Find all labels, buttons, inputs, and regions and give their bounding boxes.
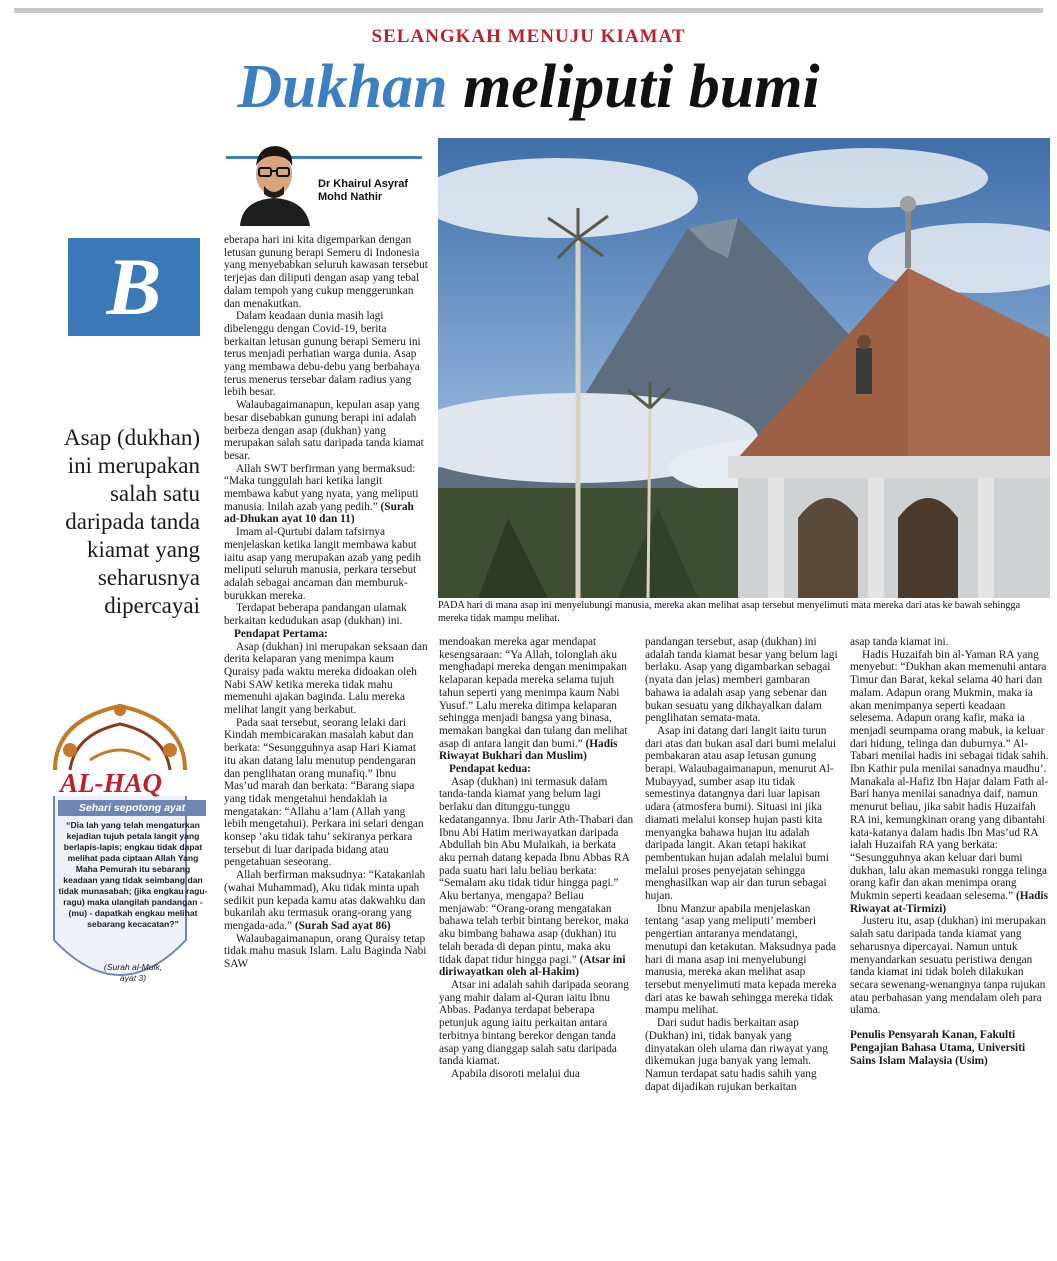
paragraph bbox=[439, 636, 635, 763]
photo-caption: PADA hari di mana asap ini menyelubungi manusia, mereka akan melihat asap tersebut menyelimuti mata mereka dari atas ke bawah sehingga mereka tidak mampu melihat. bbox=[438, 600, 1021, 624]
quote-reference: (Hadis Riwayat at-Tirmizi) bbox=[850, 890, 1048, 915]
author-byline bbox=[226, 138, 422, 226]
al-haq-reference-line2: ayat 3) bbox=[119, 973, 147, 983]
pull-quote: Asap (dukhan) ini merupakan salah satu daripada tanda kiamat yang seharusnya dipercayai bbox=[63, 425, 200, 618]
article-column-2 bbox=[439, 636, 635, 1246]
quote-text: Asap (dukhan) ini termasuk dalam tanda-tanda kiamat yang belum lagi berlaku dan ditunggu-tunggu kedatangannya. Ibnu Jarir Ath-Thabari dan Ibnu Abi Hatim meriwayatkan daripada Abdullah bin Abu Mulaikah, ia berkata aku pernah datang kepada Ibnu Abbas RA pada suatu hari lalu beliau berkata: “Semalam aku tidak tidur hingga pagi.” Aku bertanya, mengapa? Beliau menjawab: “Orang-orang mengatakan bahawa telah terbit bintang berekor, maka aku bimbang bahawa asap (dukhan) itu telah berada di depan pintu, maka aku tidak dapat tidur hingga pagi.” bbox=[439, 775, 634, 966]
al-haq-reference bbox=[58, 962, 208, 984]
al-haq-tagline: Sehari sepotong ayat bbox=[58, 800, 206, 816]
paragraph: eberapa hari ini kita digemparkan dengan letusan gunung berapi Semeru di Indonesia yang menyebabkan seluruh kawasan tersebut terjejas dan diliputi dengan asap yang tebal dalam tempoh yang cukup menggerunkan dan menakutkan. bbox=[224, 234, 428, 310]
al-haq-brand: AL-HAQ bbox=[60, 768, 163, 798]
subheading-pendapat-pertama: Pendapat Pertama: bbox=[234, 627, 328, 640]
author-name-line2: Mohd Nathir bbox=[318, 191, 383, 203]
paragraph: Asap (dukhan) ini merupakan seksaan dan derita kelaparan yang menimpa kaum Quraisy pada waktu mereka didoakan oleh Nabi SAW ketika mereka tidak mahu memenuhi ajakan baginda. Lalu mereka melihat langit yang berkabut. bbox=[224, 640, 428, 717]
headline bbox=[0, 52, 1057, 122]
paragraph bbox=[439, 776, 635, 979]
author-name-line1: Dr Khairul Asyraf bbox=[318, 178, 409, 190]
paragraph: Walaubagaimanapun, orang Quraisy tetap tidak mahu masuk Islam. Lalu Baginda Nabi SAW bbox=[224, 932, 427, 971]
paragraph: Ibnu Manzur apabila menjelaskan tentang ‘asap yang meliputi’ memberi pengertian antaranya mendatangi, menutupi dan ketakutan. Maksudnya pada hari di mana asap ini menyelubungi manusia, mereka akan melihat asap tersebut menyelimuti mata kepada mereka dari atas ke bawah sehingga mereka tidak mampu melihat. bbox=[645, 902, 837, 1017]
author-name bbox=[318, 178, 428, 204]
al-haq-verse-box bbox=[30, 700, 210, 1005]
section-kicker: SELANGKAH MENUJU KIAMAT bbox=[371, 26, 686, 47]
paragraph bbox=[224, 869, 428, 933]
paragraph: Walaubagaimanapun, kepulan asap yang besar disebabkan gunung berapi ini adalah berbeza dengan asap (dukhan) yang merupakan salah satu daripada tanda kiamat besar. bbox=[224, 399, 424, 462]
quote-reference: (Surah Sad ayat 86) bbox=[294, 919, 391, 932]
author-bio: Penulis Pensyarah Kanan, Fakulti Pengajian Bahasa Utama, Universiti Sains Islam Malaysia (Usim) bbox=[850, 1029, 1026, 1067]
article-column-3 bbox=[645, 636, 841, 1246]
author-portrait-icon bbox=[234, 138, 320, 226]
paragraph: Dari sudut hadis berkaitan asap (Dukhan) ini, tidak banyak yang dinyatakan oleh ulama dan riwayat yang dikemukan juga banyak yang lemah. Namun terdapat satu hadis sahih yang dapat dijadikan rujukan berkaitan bbox=[645, 1017, 828, 1093]
quote-reference: (Atsar ini diriwayatkan oleh al-Hakim) bbox=[439, 953, 626, 979]
article-column-1 bbox=[224, 234, 428, 1246]
paragraph: Terdapat beberapa pandangan ulamak berkaitan kedudukan asap (dukhan) ini. bbox=[224, 602, 407, 628]
headline-word-dukhan: Dukhan bbox=[237, 53, 448, 121]
paragraph: Apabila disoroti melalui dua bbox=[451, 1067, 580, 1080]
quote-reference: (Surah ad-Dhukan ayat 10 dan 11) bbox=[224, 500, 414, 526]
paragraph: Pada saat tersebut, seorang lelaki dari Kindah membicarakan masalah kabut dan berkata: “Sesungguhnya asap Hari Kiamat itu akan datang lalu menutup pendengaran dan penglihatan orang munafiq.” Ibnu Mas’ud marah dan berkata: “Barang siapa yang tidak mengetahui hendaklah ia mengatakan: “Allahu a’lam (Allah yang lebih mengetahui). Perkara ini selari dengan konsep ‘aku tidak tahu’ sekiranya perkara tersebut di luar daripada bidang atau pengetahuan seseorang. bbox=[224, 716, 424, 869]
paragraph: Imam al-Qurtubi dalam tafsirnya menjelaskan ketika langit membawa kabut iaitu asap yang merupakan azab yang pedih meliputi seluruh manusia, perkara tersebut adalah sebagai ancaman dan memburuk-burukkan mereka. bbox=[224, 526, 421, 602]
al-haq-reference-line1: (Surah al-Mulk, bbox=[103, 962, 163, 972]
quote-reference: (Hadis Riwayat Bukhari dan Muslim) bbox=[439, 737, 618, 763]
paragraph: Asap ini datang dari langit iaitu turun dari atas dan bukan asal dari bumi melalui pembakaran atau asap letusan gunung berapi. Walaubagaimanapun, menurut Al-Mubayyad, sumber asap itu tidak semestinya datangnya dari luar lapisan udara (atmosfera bumi). Situasi ini jika diamati melalui konsep hujan pasti kita menyangka bahawa hujan itu adalah daripada langit. Akan tetapi hakikat pembentukan hujan adalah melalui bumi melalui proses penyejatan sehingga menghasilkan wap air dan turun sebagai hujan. bbox=[645, 724, 837, 903]
paragraph bbox=[850, 649, 1050, 916]
paragraph: Dalam keadaan dunia masih lagi dibelenggu dengan Covid-19, berita berkaitan letusan gunung berapi Semeru ini terus menjadi perhatian warga dunia. Asap yang membawa debu-debu yang berbahaya terus menerus tersebar dalam radius yang lebih besar. bbox=[224, 310, 421, 399]
top-rule bbox=[14, 8, 1043, 13]
drop-cap-letter: B bbox=[106, 241, 162, 332]
headline-rest: meliputi bumi bbox=[463, 53, 820, 121]
subheading-pendapat-kedua: Pendapat kedua: bbox=[449, 763, 531, 776]
quote-text: Hadis Huzaifah bin al-Yaman RA yang menyebut: “Dukhan akan memenuhi antara Timur dan Barat, kekal selama 40 hari dan malam. Adapun orang Mukmin, maka ia akan menimpanya seperti keadaan selesema. Adapun orang kafir, maka ia menjadi seumpama orang mabuk, ia keluar dari hidung, telinga dan duburnya.” Al-Tabari menilai hadis ini sebagai tidak sahih. Ibn Kathir pula menilai sanadnya maudhu’. Manakala al-Hafiz Ibn Hajar dalam Fath al-Bari hanya menilai sanadnya daif, namun menurut beliau, jika sabit hadis Huzaifah RA ini, kemungkinan orang yang dibantahi kata-katanya dalam hadis Ibn Mas’ud RA ialah Huzaifah RA yang berkata: “Sesungguhnya akan keluar dari bumi dukhan, lalu akan memasuki rongga telinga orang kafir dan akan menimpa orang Mukmin seperti keadaan selesema.” bbox=[850, 648, 1049, 903]
quote-text: Allah SWT berfirman yang bermaksud: “Maka tunggulah hari ketika langit membawa kabut yang nyata, yang meliputi manusia. Inilah azab yang pedih.” bbox=[224, 462, 419, 513]
paragraph: Atsar ini adalah sahih daripada seorang yang mahir dalam al-Quran iaitu Ibnu Abbas. Padanya terdapat beberapa petunjuk agung iaitu perkaitan antara terbitnya bintang berekor dengan tanda asap yang dianggap salah satu daripada tanda kiamat. bbox=[439, 978, 629, 1068]
paragraph: pandangan tersebut, asap (dukhan) ini adalah tanda kiamat besar yang belum lagi berlaku. Asap yang digambarkan sebagai (nyata dan jelas) memberi gambaran bahawa ia adalah asap yang sebenar dan bukan sesuatu yang dikhayalkan dalam penglihatan semata-mata. bbox=[645, 636, 838, 725]
volcano-mosque-photo bbox=[438, 138, 1050, 598]
paragraph: asap tanda kiamat ini. bbox=[850, 636, 949, 648]
paragraph bbox=[224, 463, 428, 527]
paragraph: Justeru itu, asap (dukhan) ini merupakan salah satu daripada tanda kiamat yang seharusnya dipercayai. Namun untuk menyandarkan sesuatu peristiwa dengan tanda kiamat ini tidak boleh dilakukan secara sewenang-wenangnya tanpa rujukan atau perbahasan yang mendalam oleh para ulama. bbox=[850, 915, 1046, 1017]
quote-text: mendoakan mereka agar mendapat kesengsaraan: “Ya Allah, tolonglah aku menghadapi mereka dengan menimpakan kelaparan kepada mereka selama tujuh tahun seperti yang menimpa kaum Nabi Yusuf.” Lalu mereka ditimpa kelaparan sehingga menjadi bangsa yang binasa, memakan bangkai dan tulang dan melihat asap di antara langit dan bumi.” bbox=[439, 636, 628, 750]
drop-cap bbox=[68, 238, 200, 336]
quote-text: Allah berfirman maksudnya: “Katakanlah (wahai Muhammad), Aku tidak minta upah sedikit pun kepada kamu atas dakwahku dan bukanlah aku termasuk orang-orang yang mengada-ada.” bbox=[224, 869, 426, 932]
al-haq-verse-text: “Dia lah yang telah mengaturkan kejadian tujuh petala langit yang berlapis-lapis; engkau tidak dapat melihat pada ciptaan Allah Yang Maha Pemurah itu sebarang keadaan yang tidak seimbang dan tidak munasabah; (jika engkau ragu-ragu) maka ulangilah pandangan - (mu) - dapatkah engkau melihat sebarang kecacatan?” bbox=[58, 820, 208, 929]
article-column-4 bbox=[850, 636, 1050, 1246]
